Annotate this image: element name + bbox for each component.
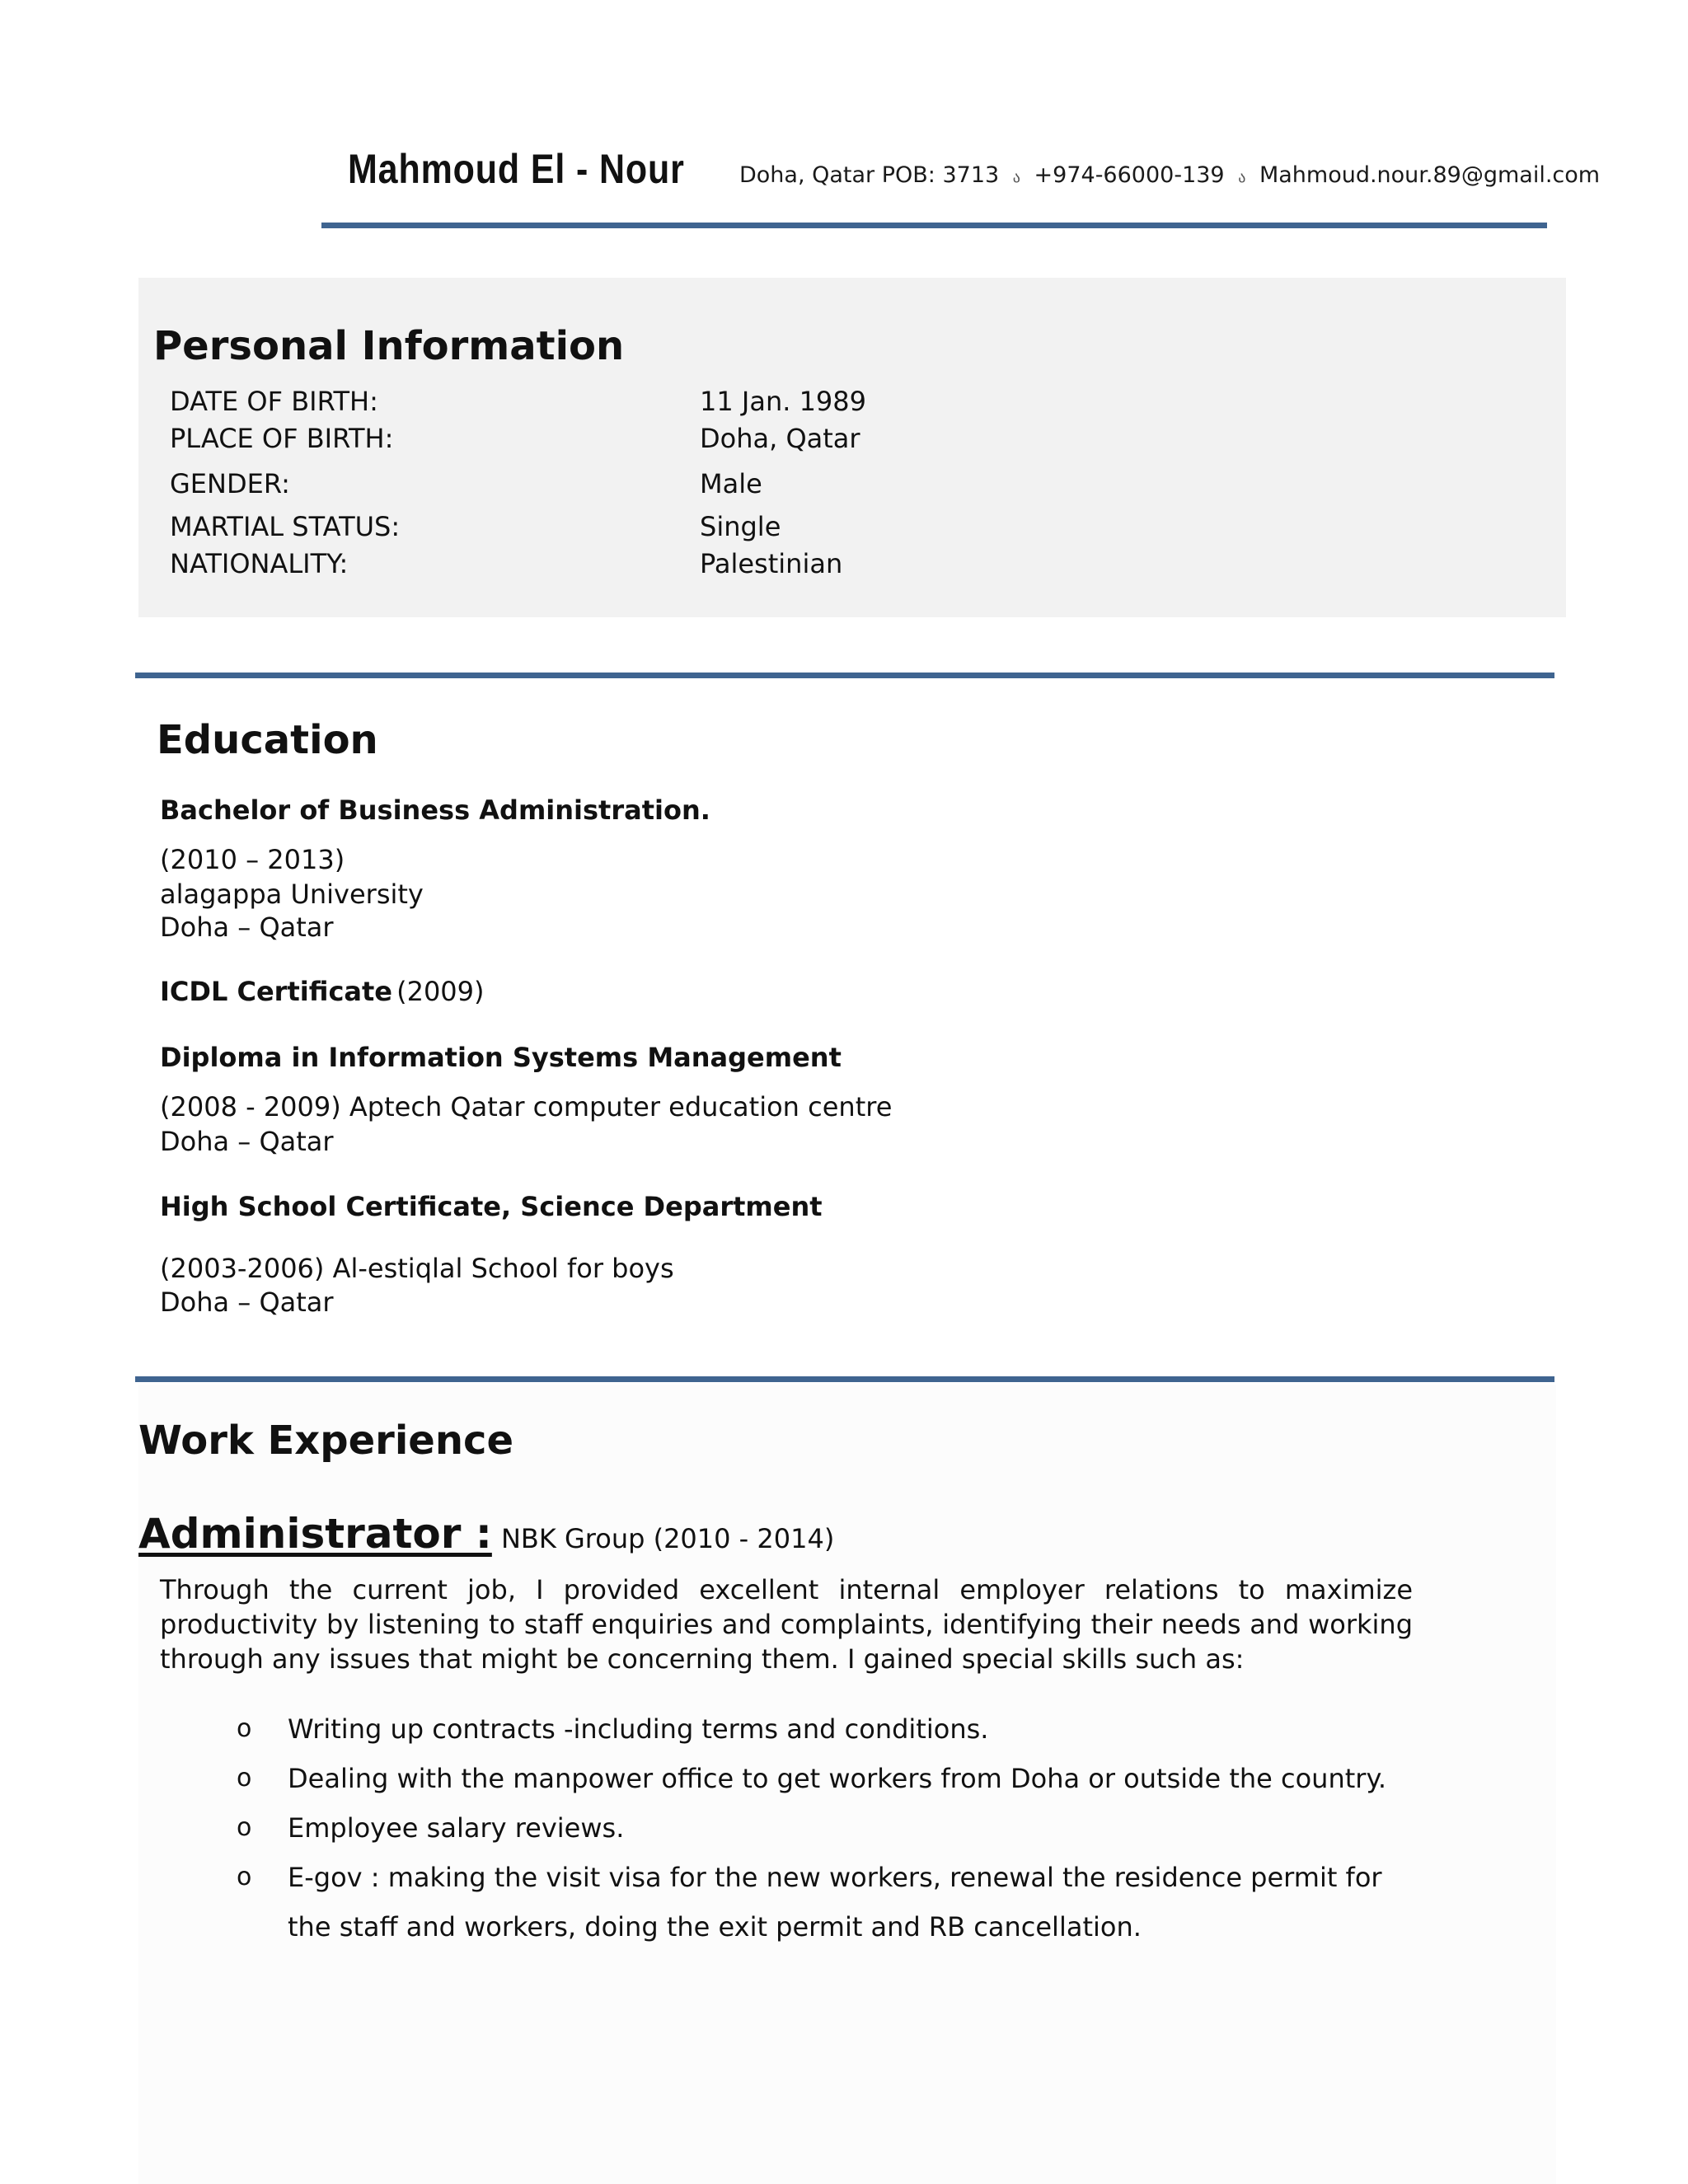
phone: +974-66000-139 bbox=[1034, 162, 1225, 188]
job-heading bbox=[138, 1510, 834, 1558]
pob-label: PLACE OF BIRTH: bbox=[170, 423, 394, 454]
list-item bbox=[237, 1803, 1390, 1853]
marital-status-label: MARTIAL STATUS: bbox=[170, 511, 401, 542]
skills-list bbox=[237, 1704, 1390, 1952]
highschool-place: Doha – Qatar bbox=[160, 1286, 334, 1318]
marital-status-value: Single bbox=[700, 511, 781, 542]
highschool-detail: (2003-2006) Al-estiqlal School for boys bbox=[160, 1253, 674, 1284]
list-item-text: Writing up contracts -including terms and conditions. bbox=[288, 1713, 989, 1745]
icdl-line bbox=[160, 976, 485, 1007]
nationality-value: Palestinian bbox=[700, 548, 843, 579]
job-title: Administrator : bbox=[138, 1510, 492, 1558]
bachelor-years: (2010 – 2013) bbox=[160, 844, 345, 875]
gender-value: Male bbox=[700, 468, 762, 499]
personal-info-title: Personal Information bbox=[153, 323, 625, 369]
highschool-name: High School Certificate, Science Department bbox=[160, 1191, 823, 1222]
list-item bbox=[237, 1853, 1390, 1952]
list-item-text: Dealing with the manpower office to get workers from Doha or outside the country. bbox=[288, 1763, 1386, 1794]
bachelor-degree: Bachelor of Business Administration. bbox=[160, 794, 710, 826]
email-link[interactable]: Mahmoud.nour.89@gmail.com bbox=[1259, 162, 1601, 188]
nationality-label: NATIONALITY: bbox=[170, 548, 349, 579]
diploma-name: Diploma in Information Systems Management bbox=[160, 1042, 842, 1073]
list-item-text: Employee salary reviews. bbox=[288, 1812, 625, 1844]
candidate-name: Mahmoud El - Nour bbox=[348, 146, 685, 192]
section-rule bbox=[135, 1376, 1554, 1382]
contact-line bbox=[739, 162, 1600, 188]
address: Doha, Qatar POB: 3713 bbox=[739, 162, 1000, 188]
pob-value: Doha, Qatar bbox=[700, 423, 860, 454]
bachelor-place: Doha – Qatar bbox=[160, 912, 334, 943]
section-rule bbox=[135, 673, 1554, 678]
dob-label: DATE OF BIRTH: bbox=[170, 386, 378, 417]
bullet-icon: o bbox=[237, 1764, 252, 1793]
diploma-place: Doha – Qatar bbox=[160, 1126, 334, 1157]
job-employer: NBK Group (2010 - 2014) bbox=[500, 1523, 835, 1554]
gender-label: GENDER: bbox=[170, 468, 290, 499]
separator-icon: ა bbox=[1238, 169, 1246, 186]
bachelor-school: alagappa University bbox=[160, 879, 424, 910]
list-item bbox=[237, 1704, 1390, 1754]
separator-icon: ა bbox=[1012, 169, 1020, 186]
bullet-icon: o bbox=[237, 1863, 252, 1891]
bullet-icon: o bbox=[237, 1813, 252, 1842]
list-item bbox=[237, 1754, 1390, 1803]
header-rule bbox=[321, 223, 1547, 228]
dob-value: 11 Jan. 1989 bbox=[700, 386, 866, 417]
icdl-year: (2009) bbox=[396, 976, 485, 1007]
education-title: Education bbox=[157, 717, 378, 763]
icdl-name: ICDL Certificate bbox=[160, 976, 392, 1007]
diploma-detail: (2008 - 2009) Aptech Qatar computer education centre bbox=[160, 1091, 893, 1122]
job-description: Through the current job, I provided excellent internal employer relations to maximize productivity by listening to staff enquiries and complaints, identifying their needs and working through any issues that might be concerning them. I gained special skills such as: bbox=[160, 1574, 1413, 1675]
work-title: Work Experience bbox=[138, 1418, 514, 1464]
list-item-text: E-gov : making the visit visa for the new workers, renewal the residence permit for the staff and workers, doing the exit permit and RB cancellation. bbox=[288, 1862, 1382, 1943]
bullet-icon: o bbox=[237, 1714, 252, 1743]
